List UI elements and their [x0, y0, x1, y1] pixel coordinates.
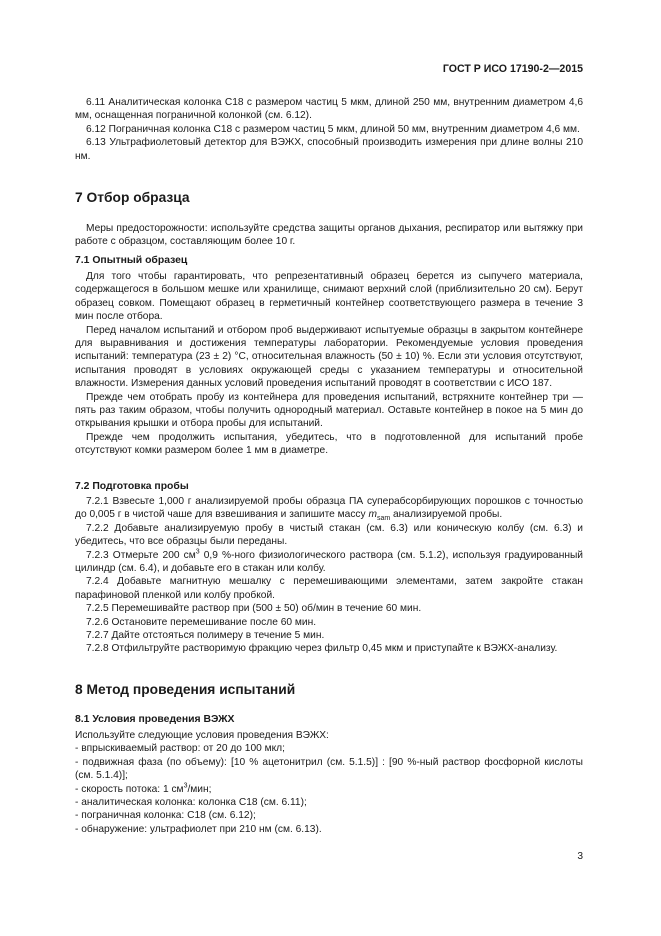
subsection-8-1-title: 8.1 Условия проведения ВЭЖХ	[75, 714, 235, 725]
condition-item: - обнаружение: ультрафиолет при 210 нм (см. 6.13).	[75, 823, 322, 835]
paragraph-7-2-1	[75, 495, 583, 522]
flow-rate-text-b: /мин;	[187, 783, 212, 795]
precaution-note	[75, 222, 583, 249]
equipment-list	[75, 96, 583, 163]
p723-superscript: 3	[195, 548, 200, 556]
paragraph-7-1-1: Для того чтобы гарантировать, что репрезентативный образец берется из сыпучего материала, содержащегося в большом мешке или хранилище, снимают верхний слой (приблизительно 20 см). Берут образец совком. Помещают образец в герметичный контейнер соответствующего размера в течение 3 мин после отбора.	[75, 271, 583, 323]
paragraph-6-11: 6.11 Аналитическая колонка С18 с размером частиц 5 мкм, длиной 250 мм, внутренним диаметром 4,6 мм, оснащенная пограничной колонкой (см. 6.12).	[75, 97, 583, 122]
flow-rate-superscript: 3	[183, 782, 188, 790]
paragraph-7-2-5: 7.2.5 Перемешивайте раствор при (500 ± 50) об/мин в течение 60 мин.	[86, 603, 422, 615]
condition-item: - аналитическая колонка: колонка С18 (см. 6.11);	[75, 797, 307, 809]
subsection-7-2-body	[75, 495, 583, 656]
paragraph-7-2-3	[75, 549, 583, 576]
section-8-title: 8 Метод проведения испытаний	[75, 682, 296, 697]
paragraph-7-2-2: 7.2.2 Добавьте анализируемую пробу в чистый стакан (см. 6.3) или коническую колбу (см. 6.3) и убедитесь, что все образцы были переданы.	[75, 522, 583, 548]
p721-text-b: анализируемой пробы.	[390, 509, 503, 521]
document-header-id: ГОСТ Р ИСО 17190-2—2015	[442, 63, 583, 75]
precaution-text: Меры предосторожности: используйте средства защиты органов дыхания, респиратор или вытяжку при работе с образцом, составляющим более 10 г.	[75, 223, 583, 248]
p723-text-b: 0,9 %-ного физиологического раствора (см. 5.1.2), используя градуированный цилиндр (см. 6.4), и добавьте его в стакан или колбу.	[75, 549, 583, 575]
subsection-7-1-body	[75, 270, 583, 458]
condition-item	[75, 783, 583, 796]
paragraph-7-2-4: 7.2.4 Добавьте магнитную мешалку с перемешивающими элементами, затем закройте стакан парафиновой пленкой или колбу пробкой.	[75, 576, 583, 601]
paragraph-7-1-2: Перед началом испытаний и отбором проб выдерживают испытуемые образцы в закрытом контейнере для выравнивания и достижения температуры лаборатории. Рекомендуемые условия проведения испытаний: температура (23 ± 2) °С, относительная влажность (50 ± 10) %. Если эти условия отсутствуют, испытания проводят в условиях окружающей среды с указанием температуры и относительной влажности. Измерения данных условий проведения испытаний проводят в соответствии с ИСО 187.	[75, 324, 583, 390]
paragraph-6-13: 6.13 Ультрафиолетовый детектор для ВЭЖХ, способный производить измерения при длине волны 210 нм.	[75, 137, 583, 162]
subsection-7-2-title: 7.2 Подготовка пробы	[75, 481, 189, 492]
paragraph-6-12: 6.12 Пограничная колонка С18 с размером частиц 5 мкм, длиной 50 мм, внутренним диаметром 4,6 мм.	[86, 123, 580, 135]
p723-text-a: 7.2.3 Отмерьте 200 см	[86, 549, 196, 561]
section-7-title: 7 Отбор образца	[75, 190, 190, 205]
mass-subscript: sam	[376, 515, 391, 523]
document-page	[75, 0, 583, 936]
subsection-7-1-title: 7.1 Опытный образец	[75, 255, 188, 266]
paragraph-7-2-8: 7.2.8 Отфильтруйте растворимую фракцию через фильтр 0,45 мкм и приступайте к ВЭЖХ-анализу.	[86, 643, 558, 655]
condition-item: - впрыскиваемый раствор: от 20 до 100 мкл;	[75, 743, 285, 755]
paragraph-7-1-4: Прежде чем продолжить испытания, убедитесь, что в подготовленной для испытаний пробе отсутствуют комки размером более 1 мм в диаметре.	[75, 431, 583, 457]
page-number: 3	[577, 851, 583, 862]
mass-symbol: m	[368, 509, 377, 521]
paragraph-7-2-6: 7.2.6 Остановите перемешивание после 60 мин.	[86, 616, 317, 628]
paragraph-7-1-3: Прежде чем отобрать пробу из контейнера для проведения испытаний, встряхните контейнер три — пять раз таким образом, чтобы получить однородный материал. Оставьте контейнер в покое на 5 мин до открывания крышки и отбора пробы для испытаний.	[75, 391, 583, 430]
flow-rate-text-a: - скорость потока: 1 см	[75, 783, 184, 795]
p721-text-a: 7.2.1 Взвесьте 1,000 г анализируемой пробы образца ПА суперабсорбирующих порошков с точностью до 0,005 г в чистой чаше для взвешивания и запишите массу	[75, 496, 583, 521]
condition-item: - пограничная колонка: С18 (см. 6.12);	[75, 810, 256, 822]
paragraph-7-2-7: 7.2.7 Дайте отстояться полимеру в течение 5 мин.	[86, 630, 325, 642]
hplc-conditions	[75, 729, 583, 836]
conditions-intro: Используйте следующие условия проведения ВЭЖХ:	[75, 730, 329, 741]
condition-item: - подвижная фаза (по объему): [10 % ацетонитрил (см. 5.1.5)] : [90 %-ный раствор фосфорной кислоты (см. 5.1.4)];	[75, 756, 583, 782]
